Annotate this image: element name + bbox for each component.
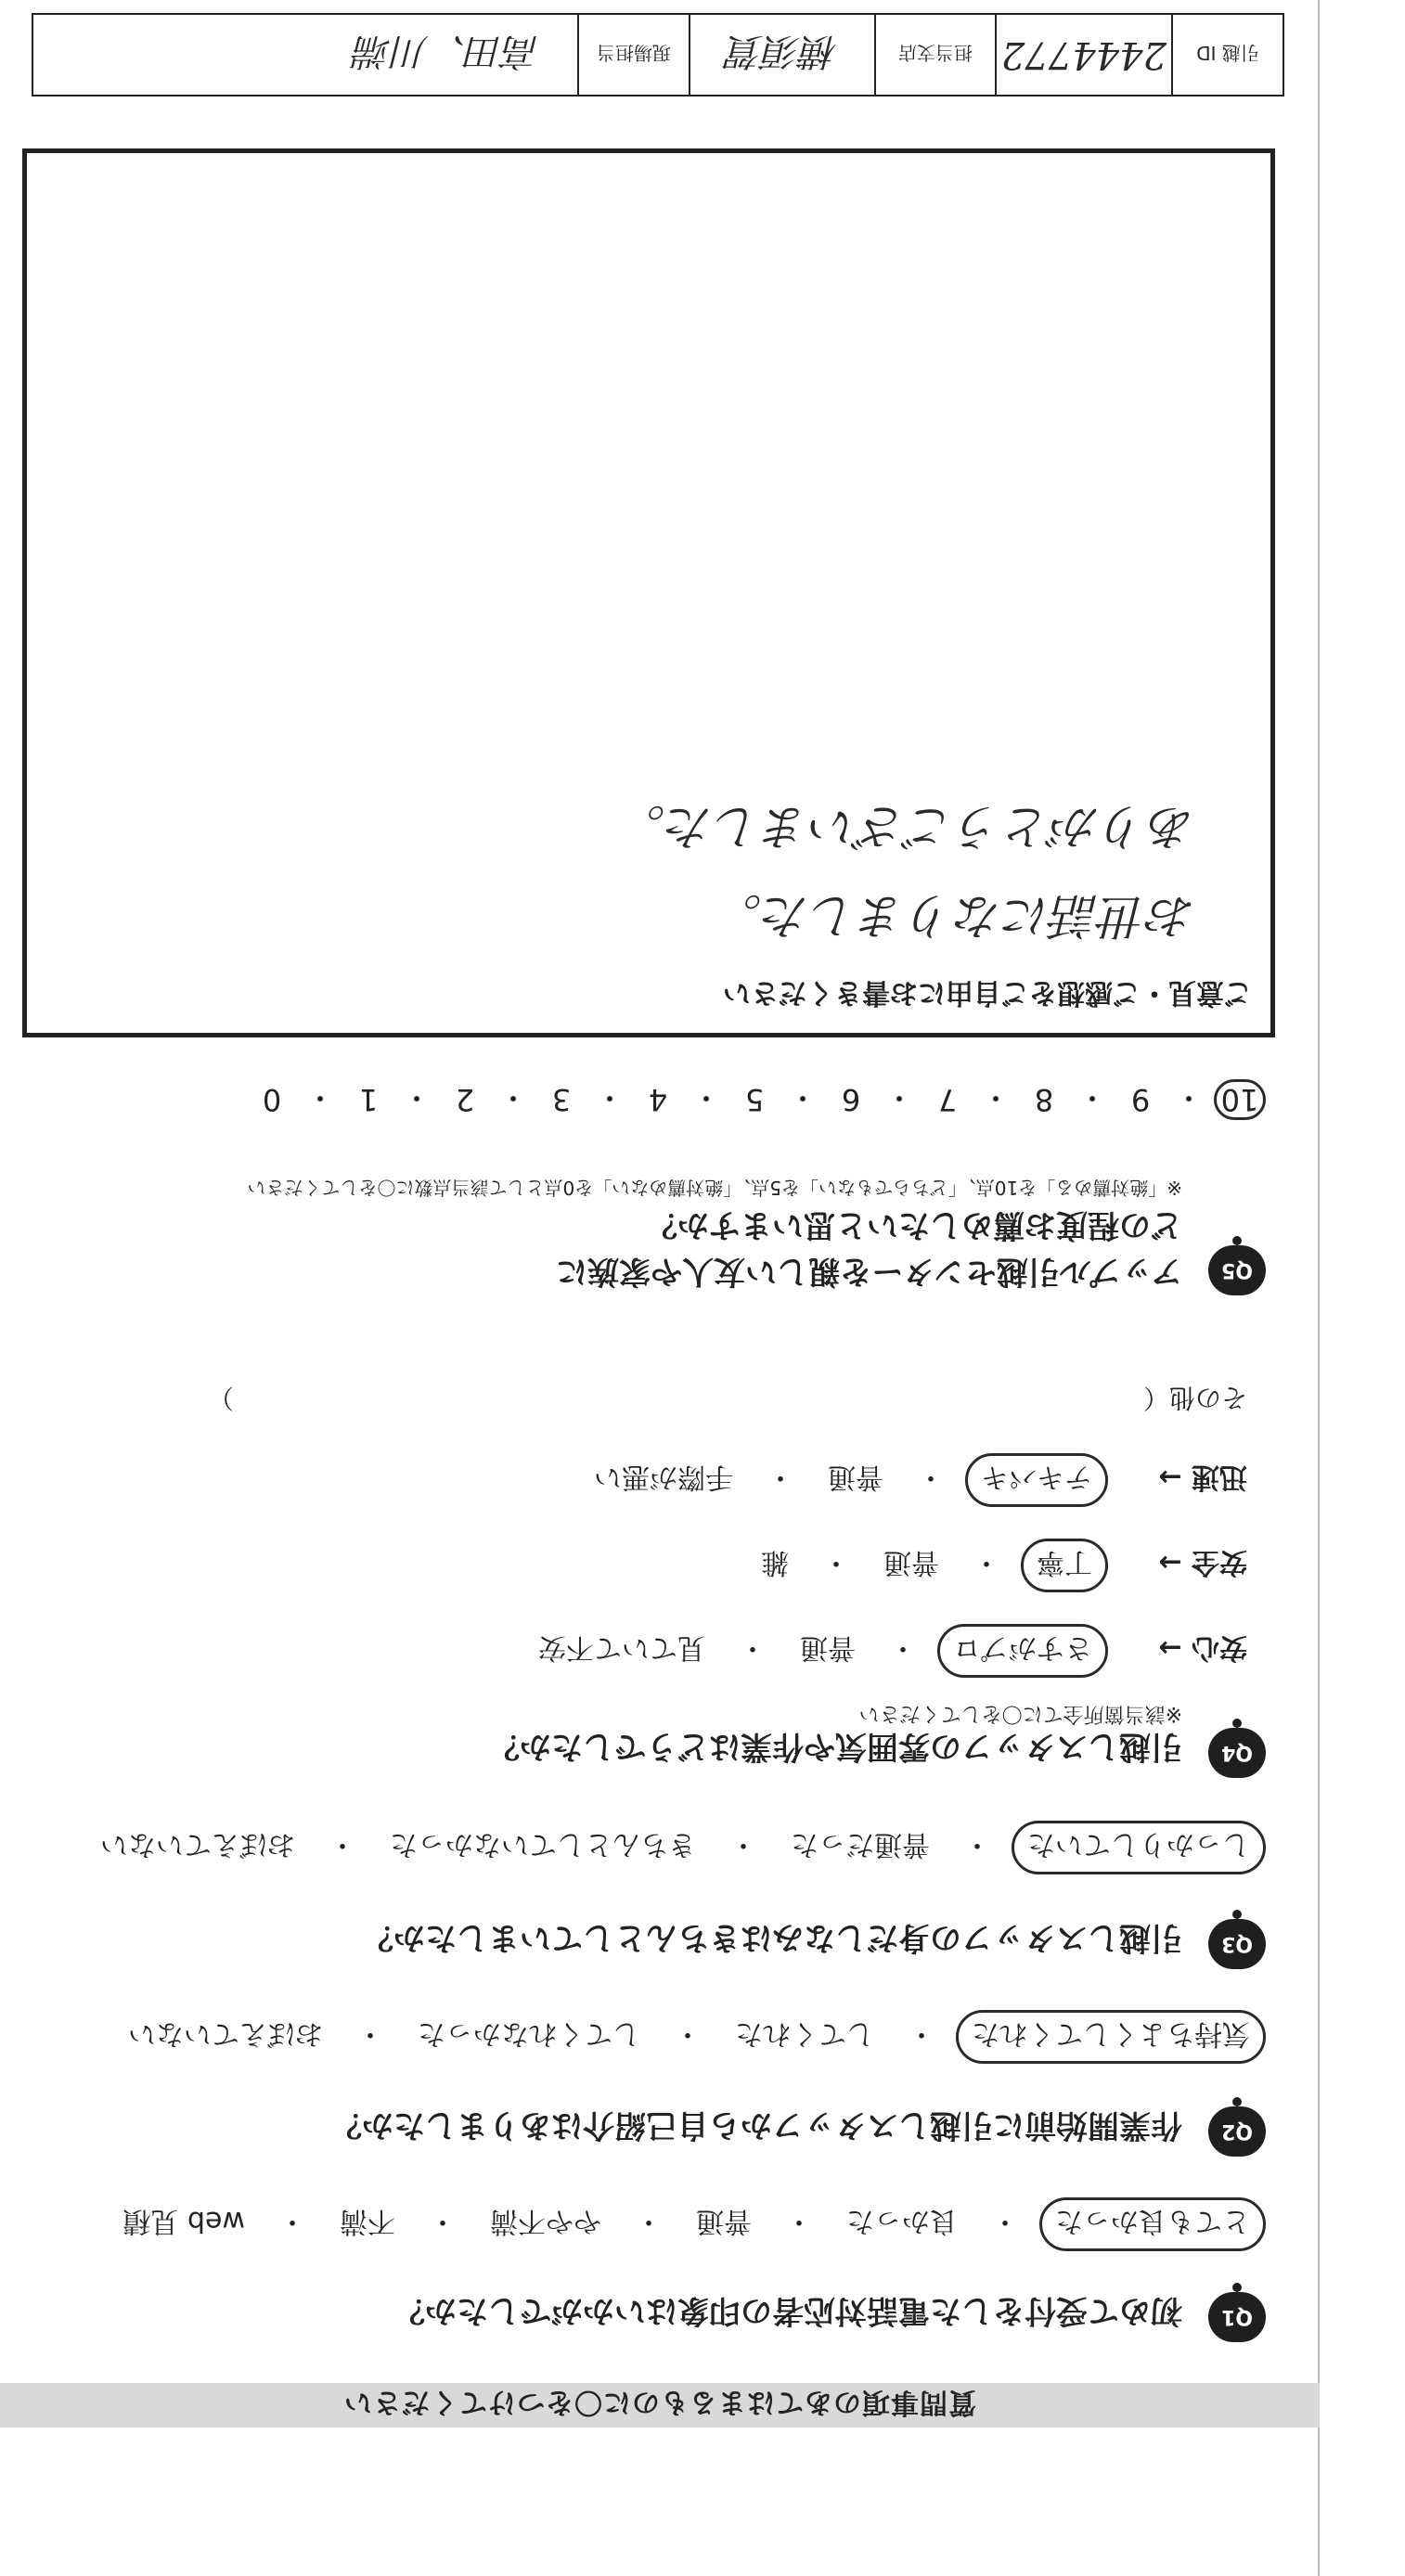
staff-id-value-cell bbox=[995, 15, 1171, 95]
scale-option[interactable]: 7 bbox=[937, 1082, 958, 1117]
q4-row-anzen bbox=[748, 1539, 1247, 1592]
leader-label-cell bbox=[577, 15, 689, 95]
q4-row-label: 安全 → bbox=[1158, 1546, 1247, 1578]
separator-dot: ・ bbox=[498, 1080, 529, 1115]
separator-dot: ・ bbox=[329, 1828, 356, 1861]
separator-dot: ・ bbox=[908, 2017, 935, 2050]
q4-other[interactable]: その他（ ） bbox=[207, 1383, 1247, 1413]
separator-dot: ・ bbox=[991, 2205, 1019, 2237]
q3-option[interactable]: 普通だった bbox=[791, 1828, 930, 1861]
q5-question-line2: どの程度お薦めしたいと思いますか？ bbox=[646, 1206, 1182, 1243]
separator-dot: ・ bbox=[691, 1080, 722, 1115]
q1-option-selected[interactable]: とても良かった bbox=[1039, 2197, 1266, 2251]
comment-title: ご意見・ご感想をご自由にお書きください bbox=[723, 976, 1252, 1009]
separator-dot: ・ bbox=[889, 1631, 917, 1664]
q4-option[interactable]: 普通 bbox=[800, 1631, 856, 1664]
leader-value: 高田、川端 bbox=[354, 30, 540, 73]
scale-option[interactable]: 5 bbox=[744, 1082, 765, 1117]
scale-option[interactable]: 6 bbox=[841, 1082, 861, 1117]
staff-id-label: 引越 ID bbox=[1196, 42, 1259, 65]
separator-dot: ・ bbox=[981, 1080, 1012, 1115]
separator-dot: ・ bbox=[356, 2017, 384, 2050]
branch-value: 横須賀 bbox=[727, 30, 838, 73]
q4-row-label: 迅速 → bbox=[1158, 1461, 1247, 1493]
separator-dot: ・ bbox=[674, 2017, 702, 2050]
q1-question: 初めて受付をした電話対応者の印象はいかがでしたか？ bbox=[393, 2292, 1182, 2329]
separator-dot: ・ bbox=[917, 1461, 945, 1493]
separator-dot: ・ bbox=[278, 2205, 306, 2237]
separator-dot: ・ bbox=[767, 1461, 794, 1493]
q4-row-label: 安心 → bbox=[1158, 1631, 1247, 1664]
branch-label: 担当支店 bbox=[898, 42, 973, 65]
q1-option[interactable]: 普通 bbox=[696, 2205, 752, 2237]
q4-option-selected[interactable]: 丁寧 bbox=[1021, 1539, 1108, 1592]
scale-option[interactable]: 0 bbox=[262, 1082, 282, 1117]
q2-options bbox=[115, 2010, 1266, 2064]
separator-dot: ・ bbox=[963, 1828, 991, 1861]
q5-icon: Q5 bbox=[1208, 1245, 1266, 1295]
q4-option[interactable]: 見ていて不安 bbox=[538, 1631, 705, 1664]
separator-dot: ・ bbox=[788, 1080, 819, 1115]
q4-note: ※該当箇所全てに〇をしてください bbox=[858, 1702, 1182, 1725]
separator-dot: ・ bbox=[635, 2205, 663, 2237]
q1-options bbox=[110, 2197, 1266, 2251]
separator-dot: ・ bbox=[729, 1828, 757, 1861]
leader-label: 現場担当 bbox=[597, 42, 671, 65]
q2-option[interactable]: おぼえていない bbox=[128, 2017, 323, 2050]
scale-option-selected[interactable]: 10 bbox=[1214, 1079, 1266, 1120]
q4-option[interactable]: 雑 bbox=[761, 1546, 789, 1578]
scale-option[interactable]: 9 bbox=[1130, 1082, 1151, 1117]
branch-value-cell bbox=[689, 15, 874, 95]
q4-option[interactable]: 普通 bbox=[828, 1461, 883, 1493]
q2-option[interactable]: してくれなかった bbox=[418, 2017, 640, 2050]
q4-icon: Q4 bbox=[1208, 1728, 1266, 1778]
separator-dot: ・ bbox=[884, 1080, 915, 1115]
separator-dot: ・ bbox=[973, 1546, 1000, 1578]
q1-icon: Q1 bbox=[1208, 2292, 1266, 2342]
q3-option-selected[interactable]: しっかりしていた bbox=[1012, 1821, 1266, 1874]
q3-option[interactable]: きちんとしていなかった bbox=[390, 1828, 696, 1861]
q5-question-line1: アップル引越センターを親しい友人や家族に bbox=[556, 1253, 1182, 1290]
q3-icon: Q3 bbox=[1208, 1919, 1266, 1969]
q4-row-jinsoku bbox=[581, 1453, 1247, 1507]
separator-dot: ・ bbox=[402, 1080, 432, 1115]
staff-id-value: 2444772 bbox=[1000, 33, 1167, 76]
staff-info-table bbox=[32, 13, 1284, 97]
comment-box[interactable] bbox=[22, 148, 1275, 1037]
q1-option[interactable]: 良かった bbox=[846, 2205, 958, 2237]
scale-option[interactable]: 2 bbox=[455, 1082, 475, 1117]
q1-option[interactable]: やや不満 bbox=[490, 2205, 601, 2237]
q3-options bbox=[87, 1821, 1266, 1874]
q4-row-anshin bbox=[525, 1624, 1247, 1678]
scale-option[interactable]: 3 bbox=[551, 1082, 572, 1117]
separator-dot: ・ bbox=[739, 1631, 767, 1664]
q2-question: 作業開始前に引越しスタッフから自己紹介はありましたか？ bbox=[330, 2106, 1182, 2144]
separator-dot: ・ bbox=[1174, 1080, 1205, 1115]
separator-dot: ・ bbox=[785, 2205, 813, 2237]
separator-dot: ・ bbox=[595, 1080, 625, 1115]
scale-option[interactable]: 1 bbox=[358, 1082, 379, 1117]
q4-option-selected[interactable]: さすがプロ bbox=[937, 1624, 1108, 1678]
separator-dot: ・ bbox=[1077, 1080, 1108, 1115]
instruction-banner: 質問事項のあてはまるものに〇をつけてください bbox=[0, 2383, 1320, 2428]
comment-line-1: お世話になりました。 bbox=[713, 887, 1196, 943]
leader-value-cell bbox=[33, 15, 577, 95]
scan-edge bbox=[1318, 0, 1320, 2576]
branch-label-cell bbox=[874, 15, 995, 95]
q2-option[interactable]: してくれた bbox=[735, 2017, 874, 2050]
staff-id-label-cell bbox=[1171, 15, 1283, 95]
q3-option[interactable]: おぼえていない bbox=[100, 1828, 295, 1861]
scale-option[interactable]: 8 bbox=[1034, 1082, 1054, 1117]
q3-question: 引越しスタッフの身だしなみはきちんとしていましたか？ bbox=[362, 1919, 1182, 1956]
separator-dot: ・ bbox=[822, 1546, 850, 1578]
q5-scale bbox=[249, 1078, 1266, 1121]
separator-dot: ・ bbox=[305, 1080, 336, 1115]
separator-dot: ・ bbox=[429, 2205, 457, 2237]
q4-question: 引越しスタッフの雰囲気や作業はどうでしたか？ bbox=[488, 1728, 1182, 1765]
q4-option[interactable]: 手際が悪い bbox=[594, 1461, 733, 1493]
scale-option[interactable]: 4 bbox=[648, 1082, 668, 1117]
comment-line-2: ありがとうございました。 bbox=[616, 798, 1196, 854]
q1-option[interactable]: 不満 bbox=[340, 2205, 395, 2237]
q2-icon: Q2 bbox=[1208, 2106, 1266, 2157]
q4-option[interactable]: 普通 bbox=[883, 1546, 939, 1578]
q2-option-selected[interactable]: 気持ちよくしてくれた bbox=[956, 2010, 1266, 2064]
q4-option-selected[interactable]: テキパキ bbox=[965, 1453, 1108, 1507]
q1-option[interactable]: web 見積 bbox=[122, 2205, 245, 2237]
q5-note: ※「絶対薦める」を10点、「どちらでもない」を5点、「絶対薦めない」を0点として該当点数に〇をしてください bbox=[247, 1177, 1182, 1199]
